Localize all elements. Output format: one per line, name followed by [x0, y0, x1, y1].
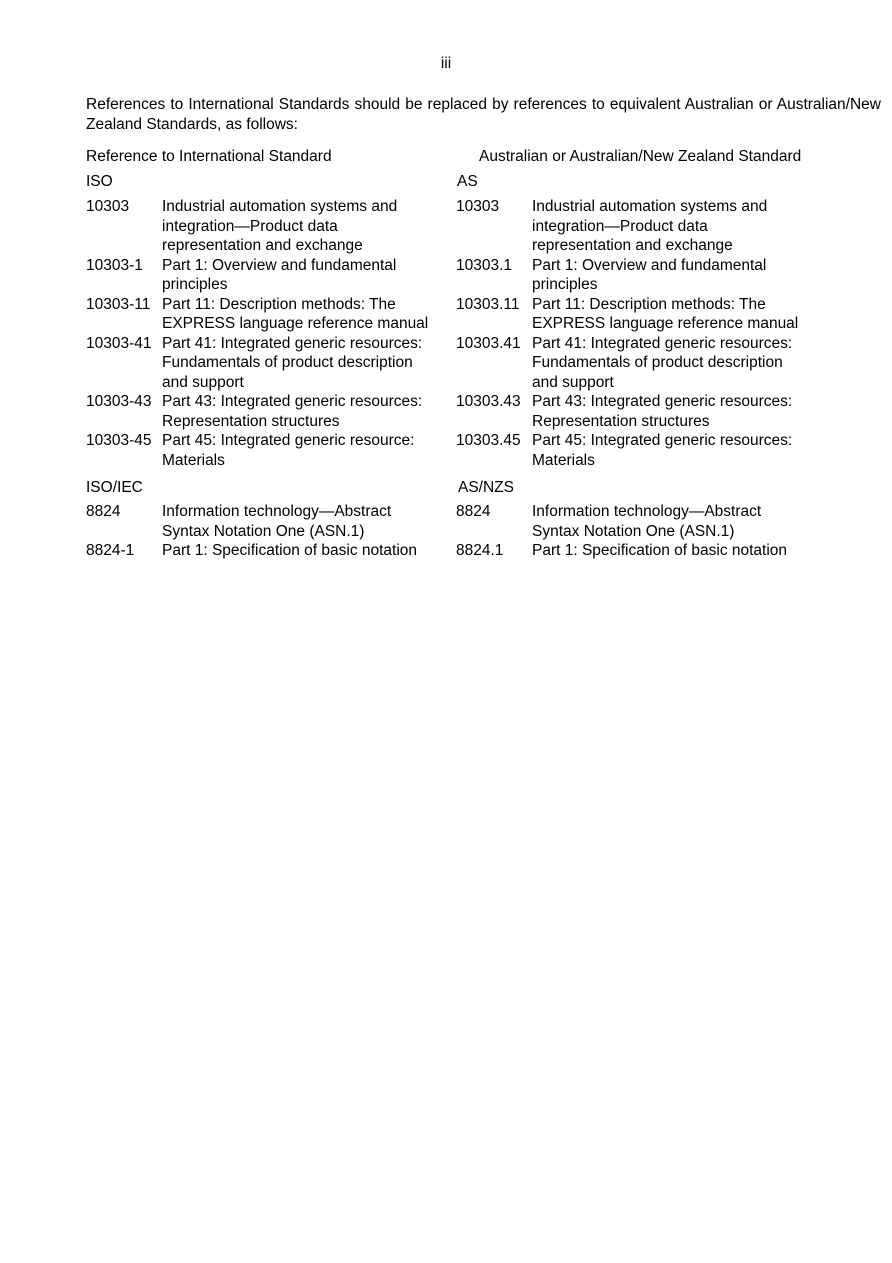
as-title: Part 1: Specification of basic notation: [532, 542, 788, 559]
group-label-as-nzs: AS/NZS: [458, 479, 514, 496]
iso-code: 8824-1: [86, 542, 135, 559]
iso-title: Information technology—Abstract Syntax Notation One (ASN.1): [162, 503, 392, 540]
table-row: [0, 197, 892, 256]
iso-title: Part 45: Integrated generic resource: Materials: [162, 432, 415, 469]
as-title: Part 11: Description methods: The EXPRESS language reference manual: [532, 295, 799, 332]
as-code: 10303.41: [456, 334, 521, 352]
iso-code: 8824: [86, 503, 121, 520]
iso-title: Part 41: Integrated generic resources: Fundamentals of product description and support: [162, 334, 423, 391]
as-code: 10303: [456, 198, 500, 215]
iso-code: 10303: [86, 198, 130, 215]
iso-title: Industrial automation systems and integration—Product data representation and exchange: [162, 198, 398, 254]
as-code: 10303.43: [456, 393, 521, 410]
header-international-standard: Reference to International Standard: [86, 148, 332, 165]
table-row: [0, 295, 892, 334]
group-label-iso-iec: ISO/IEC: [86, 479, 143, 496]
as-title: Information technology—Abstract Syntax Notation One (ASN.1): [532, 503, 762, 540]
group-rows: [0, 197, 892, 470]
iso-title: Part 43: Integrated generic resources: Representation structures: [162, 393, 423, 430]
iso-code: 10303-11: [86, 295, 151, 313]
as-title: Part 45: Integrated generic resources: Materials: [532, 432, 793, 469]
group-label-iso: ISO: [86, 173, 113, 190]
group-rows: [0, 502, 892, 561]
table-row: [0, 392, 892, 431]
as-code: 8824.1: [456, 542, 504, 559]
table-row: [0, 502, 892, 541]
column-headers: [0, 147, 892, 167]
page-number: iii: [440, 55, 452, 72]
as-code: 8824: [456, 503, 491, 520]
as-title: Industrial automation systems and integration—Product data representation and exchange: [532, 198, 768, 254]
header-australian-standard: Australian or Australian/New Zealand Standard: [479, 148, 802, 165]
iso-code: 10303-1: [86, 256, 143, 274]
table-row: [0, 431, 892, 470]
iso-title: Part 1: Overview and fundamental principles: [162, 256, 397, 293]
as-code: 10303.45: [456, 432, 521, 449]
as-code: 10303.11: [456, 295, 520, 313]
iso-title: Part 1: Specification of basic notation: [162, 542, 418, 559]
table-row: [0, 541, 892, 561]
table-row: [0, 334, 892, 393]
intro-paragraph: References to International Standards should be replaced by references to equivalent Australian or Australian/New Zealand Standards, as follows:: [86, 96, 881, 133]
group-label-as: AS: [457, 173, 478, 190]
as-title: Part 43: Integrated generic resources: Representation structures: [532, 393, 793, 430]
iso-code: 10303-45: [86, 432, 152, 449]
as-title: Part 41: Integrated generic resources: Fundamentals of product description and support: [532, 334, 793, 391]
iso-title: Part 11: Description methods: The EXPRESS language reference manual: [162, 295, 429, 332]
as-code: 10303.1: [456, 256, 513, 274]
as-title: Part 1: Overview and fundamental principles: [532, 256, 767, 293]
table-row: [0, 256, 892, 295]
iso-code: 10303-43: [86, 393, 152, 410]
iso-code: 10303-41: [86, 334, 152, 352]
